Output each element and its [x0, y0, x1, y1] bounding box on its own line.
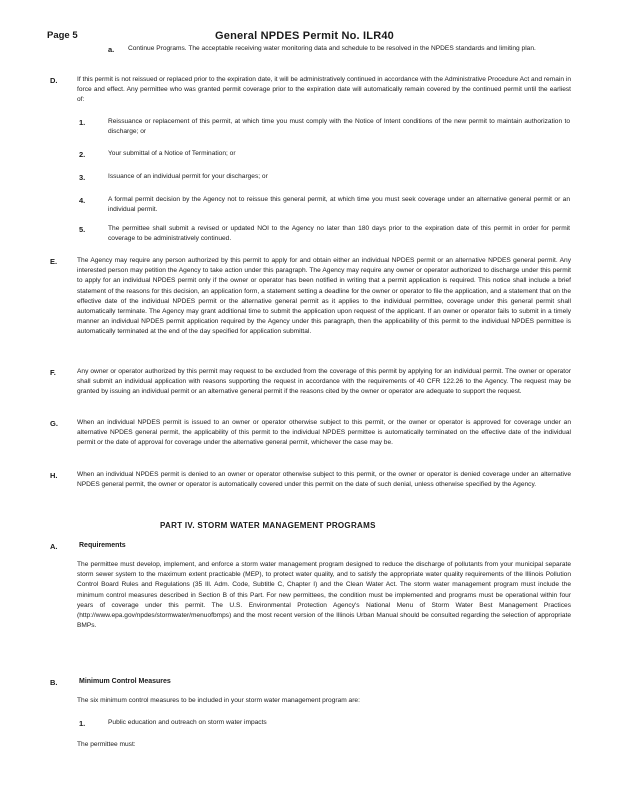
item-marker: a. — [108, 45, 115, 54]
item-marker: 3. — [79, 173, 86, 182]
section-heading-b: Minimum Control Measures — [79, 678, 171, 685]
section-marker-f: F. — [50, 368, 56, 377]
item-text: The permittee shall submit a revised or updated NOI to the Agency no later than 180 days prior to the expiration date of this permit in order for permit coverage to be administratively continued. — [108, 225, 570, 243]
item-text: Continue Programs. The acceptable receiving water monitoring data and schedule to be resolved in the NPDES standards and limiting plan. — [128, 45, 536, 52]
part-title: PART IV. STORM WATER MANAGEMENT PROGRAMS — [160, 521, 376, 530]
section-marker-a: A. — [50, 542, 58, 551]
section-text-a: The permittee must develop, implement, and enforce a storm water management program designed to reduce the discharge of pollutants from your municipal separate storm sewer system to the maximum extent practicable (MEP), to protect water quality, and to satisfy the appropriate water quality requirements of the Illinois Pollution Control Board Rules and Regulations (35 Ill. Adm. Code, Subtitle C, Chapter I) and the Clean Water Act. The storm water management program must include the minimum control measures described in Section B of this Part. For new permittees, the condition must be implemented and programs must be operational within four years of coverage under this permit. The U.S. Environmental Protection Agency's National Menu of Storm Water Best Management Practices (http://www.epa.gov/npdes/stormwater/menuofbmps) and the most recent version of the Illinois Urban Manual should be consulted regarding the selection of appropriate BMPs. — [77, 561, 571, 630]
section-text-h: When an individual NPDES permit is denied to an owner or operator otherwise subject to this permit, or the owner or operator is denied coverage under an alternative NPDES general permit, the owner or operator is automatically covered under this permit on the date of such denial, unless otherwise specified by the Agency. — [77, 471, 571, 489]
item-marker: 5. — [79, 225, 86, 234]
item-marker: 2. — [79, 150, 86, 159]
item-marker: 1. — [79, 118, 86, 127]
item-text: Public education and outreach on storm water impacts — [108, 719, 267, 726]
section-marker-b: B. — [50, 678, 58, 687]
section-marker-h: H. — [50, 471, 58, 480]
item-text: A formal permit decision by the Agency not to reissue this general permit, at which time you must seek coverage under an alternative general permit or an individual permit. — [108, 196, 570, 214]
section-marker-g: G. — [50, 419, 58, 428]
section-text-f: Any owner or operator authorized by this permit may request to be excluded from the coverage of this permit by applying for an individual permit. The owner or operator shall submit an individual application with reasons supporting the request in accordance with the requirements of 40 CFR 122.26 to the Agency. The request may be granted by issuing an individual permit or an alternative general permit if the reasons cited by the owner or operator are adequate to support the request. — [77, 368, 571, 396]
item-text: The permittee must: — [77, 741, 136, 748]
item-text: Issuance of an individual permit for your discharges; or — [108, 173, 268, 180]
section-heading-a: Requirements — [79, 542, 126, 549]
section-text-b: The six minimum control measures to be included in your storm water management program are: — [77, 697, 360, 704]
section-text-d: If this permit is not reissued or replaced prior to the expiration date, it will be administratively continued in accordance with the Administrative Procedure Act and remain in force and effect. Any permittee who was granted permit coverage prior to the expiration date will automatically remain covered by the continued permit until the earliest of: — [77, 76, 571, 104]
item-text: Reissuance or replacement of this permit, at which time you must comply with the Notice of Intent conditions of the new permit to maintain authorization to discharge; or — [108, 118, 570, 136]
item-marker: 1. — [79, 719, 86, 728]
section-text-g: When an individual NPDES permit is issued to an owner or operator otherwise subject to this permit, or the owner or operator is approved for coverage under an alternative NPDES general permit, the applicability of this permit to the individual NPDES permittee is automatically terminated on the effective date of the individual permit or the date of approval for coverage under the alternative general permit, whichever the case may be. — [77, 419, 571, 447]
item-marker: 4. — [79, 196, 86, 205]
section-marker-e: E. — [50, 257, 58, 266]
section-marker-d: D. — [50, 76, 58, 85]
page-title: General NPDES Permit No. ILR40 — [215, 30, 394, 42]
page-number: Page 5 — [47, 30, 78, 41]
item-text: Your submittal of a Notice of Termination; or — [108, 150, 236, 157]
section-text-e: The Agency may require any person authorized by this permit to apply for and obtain either an individual NPDES permit or an alternative NPDES general permit. Any interested person may petition the Agency to take action under this paragraph. The Agency may require any owner or operator authorized to discharge under this permit to apply for an individual NPDES permit only if the owner or operator has been notified in writing that a permit application is required. This notice shall include a brief statement of the reasons for this decision, an application form, a statement setting a deadline for the owner or operator to file the application, and a statement that on the effective date of the individual NPDES permit or the alternative general permit as it applies to the individual permittee, coverage under this general permit shall automatically terminate. The Agency may grant additional time to submit the application upon request of the applicant. If an owner or operator fails to submit in a timely manner an individual NPDES permit application required by the Agency under this paragraph, then the applicability of this permit to the individual NPDES permittee is automatically terminated at the end of the day specified for application submittal. — [77, 257, 571, 336]
